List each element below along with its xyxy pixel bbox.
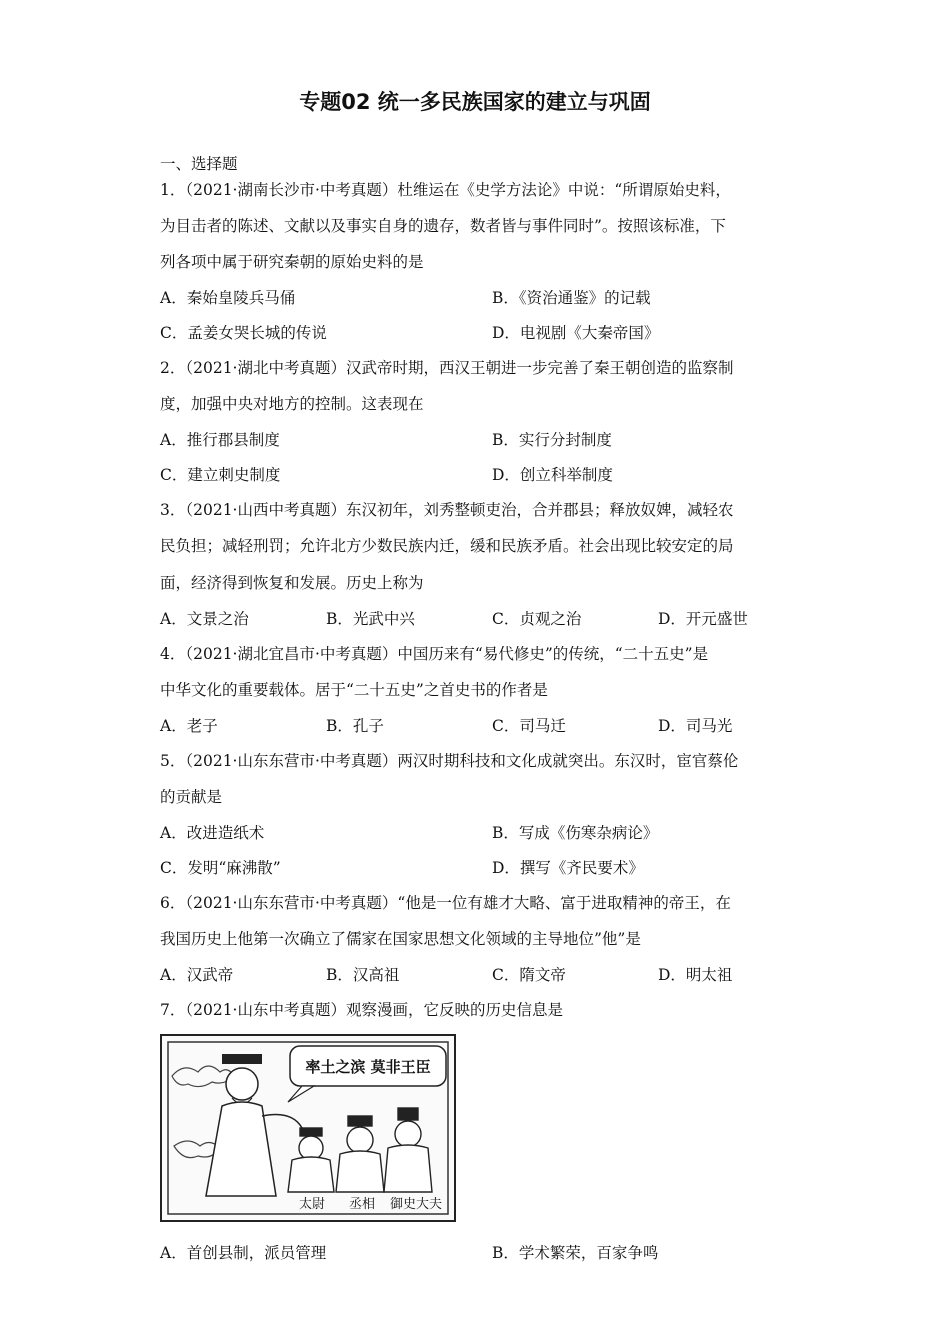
option-d[interactable]: D．创立科举制度 bbox=[492, 466, 613, 484]
option-b[interactable]: B．孔子 bbox=[326, 717, 384, 735]
option-a[interactable]: A．推行郡县制度 bbox=[160, 431, 280, 449]
page-title: 专题02 统一多民族国家的建立与巩固 bbox=[299, 90, 651, 114]
cartoon-caption-yushidafu: 御史大夫 bbox=[389, 1197, 443, 1212]
option-c[interactable]: C．司马迁 bbox=[492, 717, 566, 735]
option-b[interactable]: B．实行分封制度 bbox=[492, 431, 612, 449]
option-a[interactable]: A．汉武帝 bbox=[160, 966, 234, 984]
question-text-line: 2．（2021·湖北中考真题）汉武帝时期，西汉王朝进一步完善了秦王朝创造的监察制 bbox=[160, 359, 734, 377]
question-text-line: 4．（2021·湖北宜昌市·中考真题）中国历来有“易代修史”的传统，“二十五史”是 bbox=[160, 645, 709, 663]
question-text-line: 6．（2021·山东东营市·中考真题）“他是一位有雄才大略、富于进取精神的帝王，在 bbox=[160, 894, 731, 912]
question-text-line: 中华文化的重要载体。居于“二十五史”之首史书的作者是 bbox=[160, 681, 548, 699]
option-d[interactable]: D．明太祖 bbox=[658, 966, 733, 984]
option-c[interactable]: C．建立刺史制度 bbox=[160, 466, 281, 484]
question-text-line: 5．（2021·山东东营市·中考真题）两汉时期科技和文化成就突出。东汉时，宦官蔡伦 bbox=[160, 752, 739, 770]
question-text-line: 列各项中属于研究秦朝的原始史料的是 bbox=[160, 253, 424, 271]
cartoon-banner: 率土之滨 莫非王臣 bbox=[305, 1058, 431, 1076]
question-text-line: 民负担；减轻刑罚；允许北方少数民族内迁，缓和民族矛盾。社会出现比较安定的局 bbox=[160, 537, 734, 555]
cartoon-caption-taiwei: 太尉 bbox=[298, 1197, 326, 1212]
option-a[interactable]: A．秦始皇陵兵马俑 bbox=[160, 289, 296, 307]
option-d[interactable]: D．电视剧《大秦帝国》 bbox=[492, 324, 660, 342]
option-b[interactable]: B．光武中兴 bbox=[326, 610, 415, 628]
question-text-line: 3．（2021·山西中考真题）东汉初年，刘秀整顿吏治，合并郡县；释放奴婢，减轻农 bbox=[160, 501, 734, 519]
question-text-line: 的贡献是 bbox=[160, 788, 223, 806]
option-d[interactable]: D．开元盛世 bbox=[658, 610, 748, 628]
cartoon-caption-chengxiang: 丞相 bbox=[348, 1197, 376, 1212]
question-text-line: 我国历史上他第一次确立了儒家在国家思想文化领域的主导地位”他”是 bbox=[160, 930, 641, 948]
question-text-line: 7．（2021·山东中考真题）观察漫画，它反映的历史信息是 bbox=[160, 1001, 563, 1019]
option-c[interactable]: C．发明“麻沸散” bbox=[160, 859, 281, 877]
option-b[interactable]: B．学术繁荣，百家争鸣 bbox=[492, 1244, 659, 1262]
section-heading: 一、选择题 bbox=[160, 155, 238, 173]
option-a[interactable]: A．首创县制，派员管理 bbox=[160, 1244, 327, 1262]
question-text-line: 面，经济得到恢复和发展。历史上称为 bbox=[160, 574, 424, 592]
option-a[interactable]: A．文景之治 bbox=[160, 610, 249, 628]
option-d[interactable]: D．撰写《齐民要术》 bbox=[492, 859, 644, 877]
option-c[interactable]: C．贞观之治 bbox=[492, 610, 582, 628]
question-text-line: 度，加强中央对地方的控制。这表现在 bbox=[160, 395, 424, 413]
option-c[interactable]: C．孟姜女哭长城的传说 bbox=[160, 324, 327, 342]
question-text-line: 为目击者的陈述、文献以及事实自身的遗存，数者皆与事件同时”。按照该标准，下 bbox=[160, 217, 726, 235]
option-c[interactable]: C．隋文帝 bbox=[492, 966, 566, 984]
option-b[interactable]: B．汉高祖 bbox=[326, 966, 400, 984]
question-text-line: 1．（2021·湖南长沙市·中考真题）杜维运在《史学方法论》中说：“所谓原始史料， bbox=[160, 181, 731, 199]
option-a[interactable]: A．老子 bbox=[160, 717, 218, 735]
option-b[interactable]: B．《资治通鉴》的记载 bbox=[492, 289, 651, 307]
option-b[interactable]: B．写成《伤寒杂病论》 bbox=[492, 824, 659, 842]
option-a[interactable]: A．改进造纸术 bbox=[160, 824, 265, 842]
cartoon-image bbox=[160, 1034, 456, 1222]
option-d[interactable]: D．司马光 bbox=[658, 717, 733, 735]
